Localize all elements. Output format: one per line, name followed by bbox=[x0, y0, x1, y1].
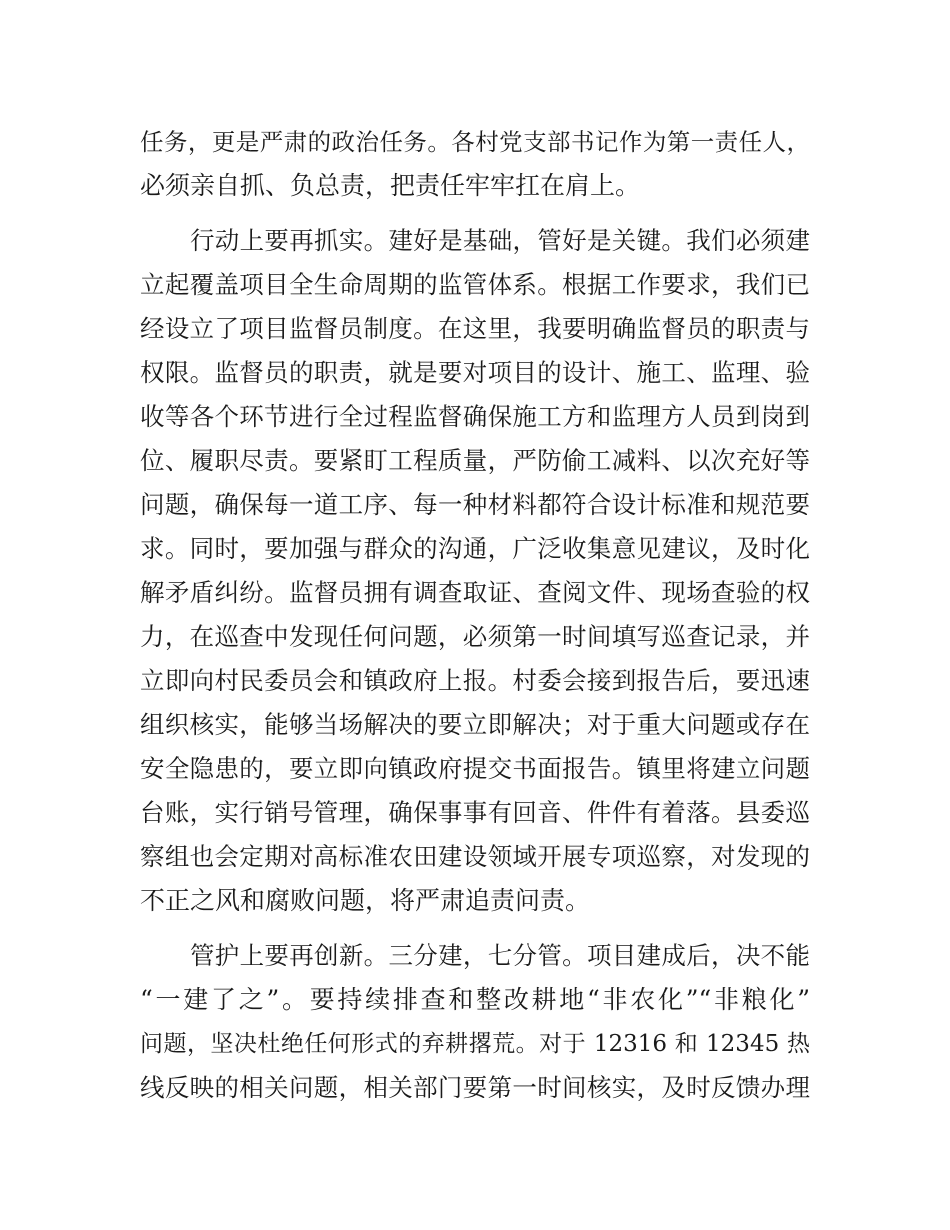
paragraph-2-line-14: 台账，实行销号管理，确保事事有回音、件件有着落。县委巡 bbox=[140, 798, 810, 827]
paragraph-2-line-9: 解矛盾纠纷。监督员拥有调查取证、查阅文件、现场查验的权 bbox=[140, 578, 810, 607]
paragraph-2-line-1: 行动上要再抓实。建好是基础，管好是关键。我们必须建 bbox=[190, 226, 810, 255]
paragraph-2-line-11: 立即向村民委员会和镇政府上报。村委会接到报告后，要迅速 bbox=[140, 666, 810, 695]
paragraph-2-line-5: 收等各个环节进行全过程监督确保施工方和监理方人员到岗到 bbox=[140, 402, 810, 431]
paragraph-2-line-7: 问题，确保每一道工序、每一种材料都符合设计标准和规范要 bbox=[140, 490, 810, 519]
paragraph-2-line-4: 权限。监督员的职责，就是要对项目的设计、施工、监理、验 bbox=[140, 358, 810, 387]
paragraph-3-line-2: “一建了之”。要持续排查和整改耕地“非农化”“非粮化” bbox=[140, 985, 810, 1014]
paragraph-2-line-16: 不正之风和腐败问题，将严肃追责问责。 bbox=[140, 886, 591, 915]
paragraph-2-line-3: 经设立了项目监督员制度。在这里，我要明确监督员的职责与 bbox=[140, 314, 810, 343]
paragraph-2-line-12: 组织核实，能够当场解决的要立即解决；对于重大问题或存在 bbox=[140, 710, 810, 739]
paragraph-2-line-13: 安全隐患的，要立即向镇政府提交书面报告。镇里将建立问题 bbox=[140, 754, 810, 783]
paragraph-3-line-1: 管护上要再创新。三分建，七分管。项目建成后，决不能 bbox=[190, 941, 810, 970]
paragraph-3-line-3: 问题，坚决杜绝任何形式的弃耕撂荒。对于 12316 和 12345 热 bbox=[140, 1031, 810, 1057]
paragraph-2-line-2: 立起覆盖项目全生命周期的监管体系。根据工作要求，我们已 bbox=[140, 270, 810, 299]
paragraph-2-line-6: 位、履职尽责。要紧盯工程质量，严防偷工减料、以次充好等 bbox=[140, 446, 810, 475]
paragraph-1-line-2: 必须亲自抓、负总责，把责任牢牢扛在肩上。 bbox=[140, 171, 641, 200]
paragraph-3-line-4: 线反映的相关问题，相关部门要第一时间核实，及时反馈办理 bbox=[140, 1073, 810, 1102]
paragraph-2-line-15: 察组也会定期对高标准农田建设领域开展专项巡察，对发现的 bbox=[140, 842, 810, 871]
paragraph-2-line-8: 求。同时，要加强与群众的沟通，广泛收集意见建议，及时化 bbox=[140, 534, 810, 563]
paragraph-1-line-1: 任务，更是严肃的政治任务。各村党支部书记作为第一责任人， bbox=[140, 128, 810, 156]
paragraph-2-line-10: 力，在巡查中发现任何问题，必须第一时间填写巡查记录，并 bbox=[140, 622, 810, 651]
